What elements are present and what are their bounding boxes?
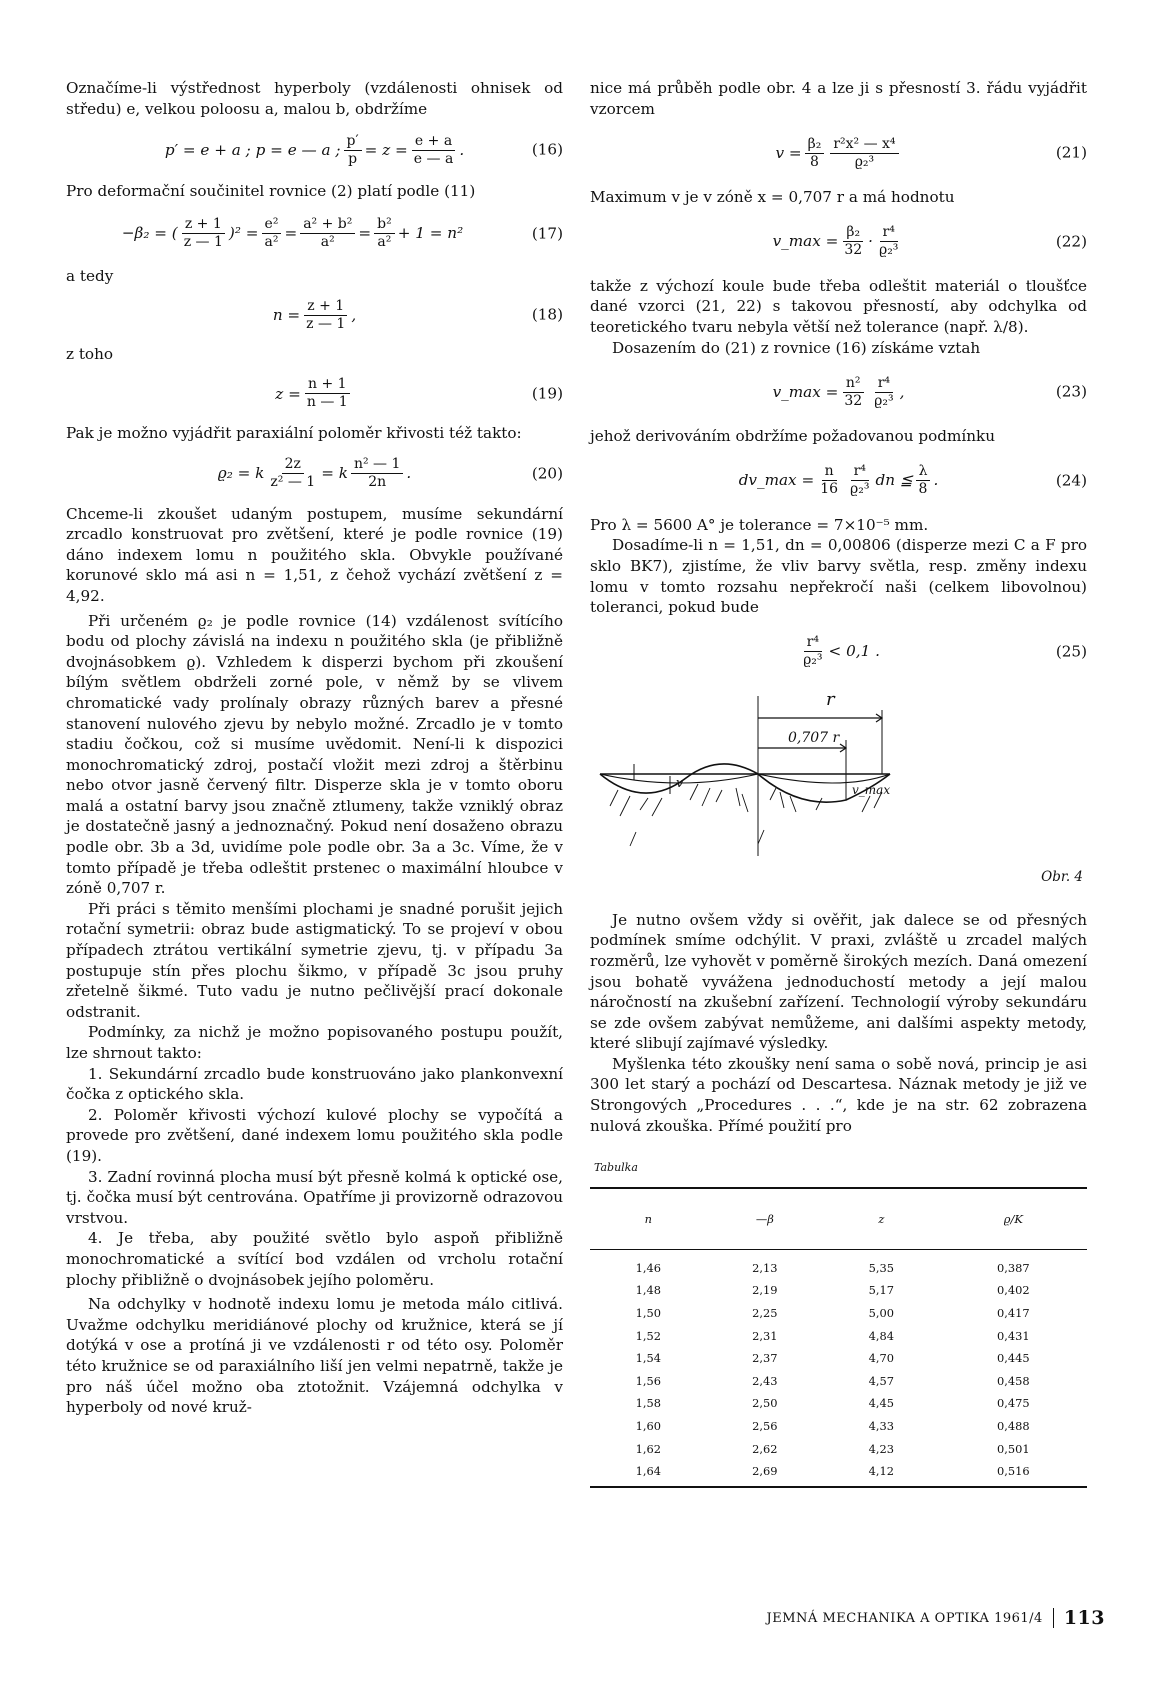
label-0707r: 0,707 r — [788, 729, 840, 746]
table-row: 1,58 2,50 4,45 0,475 — [635, 1396, 1030, 1411]
equation-number: (16) — [531, 140, 563, 159]
equation-number: (18) — [531, 306, 563, 325]
equation-23: v_max = $\frac{\text{n²}}{32}$ $\frac{\text{r⁴}}{\text{ϱ₂³}}$ , (23) — [772, 374, 1087, 409]
equation-number: (17) — [531, 224, 563, 243]
equation-21: v = $\frac{\text{β₂}}{8}$ $\frac{\text{r²x² — x⁴}}{\text{ϱ₂³}}$ (21) — [775, 135, 1087, 170]
table-title: Tabulka — [594, 1161, 638, 1175]
paragraph: Chceme-li zkoušet udaným postupem, musíme sekundární zrcadlo konstruovat pro zvětšení, které je podle rovnice (19) dáno indexem lomu n použitého skla. Obvykle používané korunové sklo má asi n = 1,51, z čehož vychází zvětšení z = 4,92. — [66, 504, 563, 605]
left-column — [66, 78, 563, 1418]
list-item: 2. Poloměr křivosti výchozí kulové plochy se vypočítá a provede pro zvětšení, dané indexem lomu použitého skla podle (19). — [66, 1105, 563, 1165]
paragraph: Při práci s těmito menšími plochami je snadné porušit jejich rotační symetrii: obraz bude astigmatický. To se projeví v obou případech ztrátou vertikální symetrie zjevu, tj. v případu 3a postupuje stín přes plochu šikmo, v případě 3c jsou pruhy zřetelně šikmé. Tuto vadu je nutno pečlivější prací dokonale odstranit. — [66, 899, 563, 1021]
equation-number: (20) — [531, 464, 563, 483]
equation-16-frac1: $\frac{p'}{p}$ — [344, 133, 362, 168]
table-row: 1,56 2,43 4,57 0,458 — [635, 1373, 1030, 1388]
paragraph: Pak je možno vyjádřit paraxiální poloměr křivosti též takto: — [66, 423, 522, 442]
paragraph: Je nutno ovšem vždy si ověřit, jak dalece se od přesných podmínek smíme odchýlit. V praxi, zvláště u zrcadel malých rozměrů, lze vyhovět v poměrně širokých mezích. Daná omezení jsou bohatě vyvážena jednoduchostí metody a její malou náročností na zkušební zařízení. Technologií výroby sekundáru se zde ovšem zabývat nemůžeme, ani dalšími aspekty metody, které slibují zajímavé výsledky. — [590, 910, 1087, 1053]
equation-number: (25) — [1055, 642, 1087, 661]
figure-4 — [590, 688, 1087, 888]
table-header: —β — [707, 1188, 824, 1250]
table-row: 1,50 2,25 5,00 0,417 — [635, 1306, 1030, 1321]
table-header-row — [590, 1188, 1087, 1250]
data-table — [590, 1187, 1087, 1488]
paragraph: jehož derivováním obdržíme požadovanou podmínku — [590, 427, 995, 446]
journal-name: JEMNÁ MECHANIKA A OPTIKA 1961/4 — [766, 1610, 1043, 1626]
equation-number: (23) — [1055, 382, 1087, 401]
equation-18: n = $\frac{z + 1}{z — 1}$ , (18) — [272, 297, 563, 332]
equation-24: dv_max = $\frac{n}{16}$ $\frac{\text{r⁴}}{\text{ϱ₂³}}$ dn ≦ $\frac{\lambda}{8}$ . (24) — [738, 463, 1087, 498]
equation-19: z = $\frac{n + 1}{n — 1}$ (19) — [275, 376, 563, 411]
table-row: 1,64 2,69 4,12 0,516 — [590, 1460, 1087, 1487]
equation-25: $\frac{\text{r⁴}}{\text{ϱ₂³}}$ < 0,1 . (25) — [803, 634, 1087, 669]
paragraph: Na odchylky v hodnotě indexu lomu je metoda málo citlivá. Uvažme odchylku meridiánové plochy od kružnice, která se jí dotýká v ose a protíná ji ve vzdálenosti r od této osy. Poloměr této kružnice se od paraxiálního liší jen velmi nepatrně, takže je pro náš účel možno oba ztotožnit. Vzájemná odchylka v hyperboly od nové kruž- — [66, 1295, 563, 1417]
paragraph: Maximum v je v zóně x = 0,707 r a má hodnotu — [590, 188, 955, 207]
equation-number: (21) — [1055, 143, 1087, 162]
equation-16-lhs: p′ = e + a ; p = e — a ; — [164, 140, 341, 159]
paragraph: Pro deformační součinitel rovnice (2) platí podle (11) — [66, 182, 476, 201]
table-header: n — [590, 1188, 707, 1250]
paragraph: Myšlenka této zkoušky není sama o sobě nová, princip je asi 300 let starý a pochází od Descartesa. Náznak metody je již ve Strongových „Procedures . . .“, kde je na str. 62 zobrazena nulová zkouška. Přímé použití pro — [590, 1054, 1087, 1135]
paragraph: Pro λ = 5600 A° je tolerance = 7×10⁻⁵ mm. — [590, 515, 929, 534]
text-label: z toho — [66, 345, 114, 364]
list-item: 3. Zadní rovinná plocha musí být přesně kolmá k optické ose, tj. čočka musí být centrována. Opatříme ji provizorně odrazovou vrstvou. — [66, 1167, 563, 1227]
paragraph: Při určeném ϱ₂ je podle rovnice (14) vzdálenost svítícího bodu od plochy závislá na indexu n použitého skla (je přibližně dvojnásobkem ϱ). Vzhledem k disperzi bychom při zkoušení bílým světlem obdrželi zorné pole, v němž by se vlivem chromatické vady prolínaly obrazy různých barev a přesné stanovení nulového zjevu by nebylo možné. Zrcadlo je v tomto stadiu čočkou, což si musíme uvědomit. Není-li k dispozici monochromatický zdroj, postačí vložit mezi zdroj a štěrbinu nebo otvor jasně červený filtr. Disperze skla je v tomto oboru malá a ostatní barvy jsou značně ztlumeny, takže vzniklý obraz je dostatečně jasný a jednoznačný. Pokud není dosaženo obrazu podle obr. 3b a 3d, uvidíme pole podle obr. 3a a 3c. Víme, že v tomto případě je třeba odleštit prstenec o maximální hloubce v zóně 0,707 r. — [66, 611, 563, 898]
table-row: 1,52 2,31 4,84 0,431 — [635, 1328, 1030, 1343]
page-number: 113 — [1053, 1608, 1105, 1628]
equation-number: (24) — [1055, 471, 1087, 490]
equation-number: (22) — [1055, 232, 1087, 251]
label-vmax: v_max — [852, 782, 891, 797]
paragraph: Dosadíme-li n = 1,51, dn = 0,00806 (disperze mezi C a F pro sklo BK7), zjistíme, že vliv barvy světla, resp. změny indexu lomu v tomto rozsahu nepřekročí naši (celkem libovolnou) toleranci, pokud bude — [590, 536, 1087, 617]
equation-20: ϱ₂ = k $\frac{2z}{\text{z² — 1}}$ = k $\frac{\text{n² — 1}}{2n}$ . (20) — [217, 456, 563, 491]
table-row: 1,62 2,62 4,23 0,501 — [635, 1441, 1030, 1456]
text-label: a tedy — [66, 266, 114, 285]
table-header: ϱ/K — [940, 1188, 1087, 1250]
paragraph: Označíme-li výstřednost hyperboly (vzdálenosti ohnisek od středu) e, velkou poloosu a, malou b, obdržíme — [66, 79, 563, 118]
paragraph: Dosazením do (21) z rovnice (16) získáme vztah — [612, 338, 981, 357]
right-column — [590, 78, 1087, 1488]
equation-22: v_max = $\frac{\text{β₂}}{32}$ · $\frac{\text{r⁴}}{\text{ϱ₂³}}$ (22) — [772, 224, 1087, 259]
label-v: v — [676, 775, 684, 791]
page-footer — [760, 1608, 1105, 1628]
equation-16: p′ = e + a ; p = e — a ; $\frac{p'}{p}$ = z = $\frac{e + a}{e — a}$ . (16) — [164, 132, 563, 167]
label-r: r — [826, 688, 835, 710]
table-row: 1,48 2,19 5,17 0,402 — [635, 1283, 1030, 1298]
figure-caption: Obr. 4 — [1041, 869, 1083, 886]
table-row: 1,54 2,37 4,70 0,445 — [635, 1351, 1030, 1366]
paragraph: Podmínky, za nichž je možno popisovaného postupu použít, lze shrnout takto: — [66, 1023, 563, 1062]
equation-16-frac2: $\frac{e + a}{e — a}$ — [413, 132, 454, 167]
paragraph: nice má průběh podle obr. 4 a lze ji s přesností 3. řádu vyjádřit vzorcem — [590, 79, 1087, 118]
paragraph: takže z výchozí koule bude třeba odleštit materiál o tloušťce dané vzorci (21, 22) s takovou přesností, aby odchylka od teoretického tvaru nebyla větší než tolerance (např. λ/8). — [590, 276, 1087, 336]
equation-16-mid: = z = — [364, 140, 408, 159]
list-item: 4. Je třeba, aby použité světlo bylo aspoň přibližně monochromatické a svítící bod vzdálen od vrcholu rotační plochy přibližně o dvojnásobek jejího poloměru. — [66, 1229, 563, 1289]
equation-number: (19) — [531, 384, 563, 403]
deviation-diagram — [590, 688, 1087, 858]
equation-17: −β₂ = ( $\frac{z + 1}{z — 1}$ )² = $\frac{\text{e²}}{\text{a²}}$ = $\frac{\text{a² + b²}}{\text{a²}}$ = $\frac{\text{b²}}{\text{a²}}$ + 1 = n² (17) — [121, 216, 563, 251]
table-row: 1,46 2,13 5,35 0,387 — [635, 1260, 1030, 1275]
list-item: 1. Sekundární zrcadlo bude konstruováno jako plankonvexní čočka z optického skla. — [66, 1064, 563, 1104]
table-row: 1,60 2,56 4,33 0,488 — [635, 1419, 1030, 1433]
table-header: z — [823, 1188, 940, 1250]
